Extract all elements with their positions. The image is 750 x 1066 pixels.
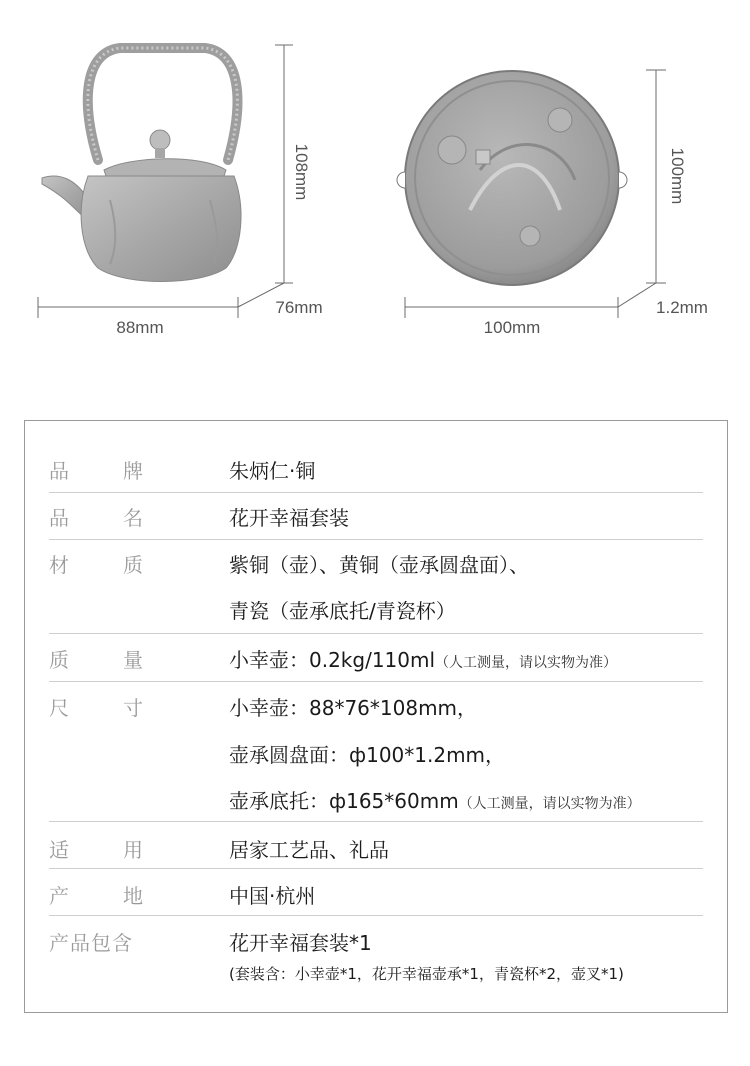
plate-depth-label: 1.2mm (656, 298, 708, 317)
spec-table (24, 420, 728, 1013)
teapot-image (42, 48, 241, 282)
spec-row-size: 尺 寸 小幸壶：88*76*108mm， 壶承圆盘面：ф100*1.2mm， 壶承底托：ф165*60mm（人工测量，请以实物为准） (49, 681, 703, 822)
teapot-height-label: 108mm (292, 143, 311, 201)
spec-row-origin: 产 地 中国·杭州 (49, 868, 703, 916)
plate-width-label: 100mm (483, 318, 541, 337)
spec-row-material: 材 质 紫铜（壶）、黄铜（壶承圆盘面）、 青瓷（壶承底托/青瓷杯） (49, 539, 703, 634)
spec-row-name: 品 名 花开幸福套装 (49, 492, 703, 540)
plate-image (397, 71, 627, 285)
plate-height-label: 100mm (668, 147, 687, 205)
spec-row-usage: 适 用 居家工艺品、礼品 (49, 821, 703, 869)
spec-row-brand: 品 牌 朱炳仁·铜 (49, 445, 703, 493)
teapot-width-label: 88mm (116, 318, 164, 337)
spec-row-contents: 产品包含 花开幸福套装*1 (套装含：小幸壶*1，花开幸福壶承*1，青瓷杯*2，壶叉*1) (49, 931, 624, 983)
teapot-depth-label: 76mm (275, 298, 323, 317)
product-dimension-figure (0, 0, 750, 380)
spec-row-weight: 质 量 小幸壶：0.2kg/110ml（人工测量，请以实物为准） (49, 633, 703, 682)
